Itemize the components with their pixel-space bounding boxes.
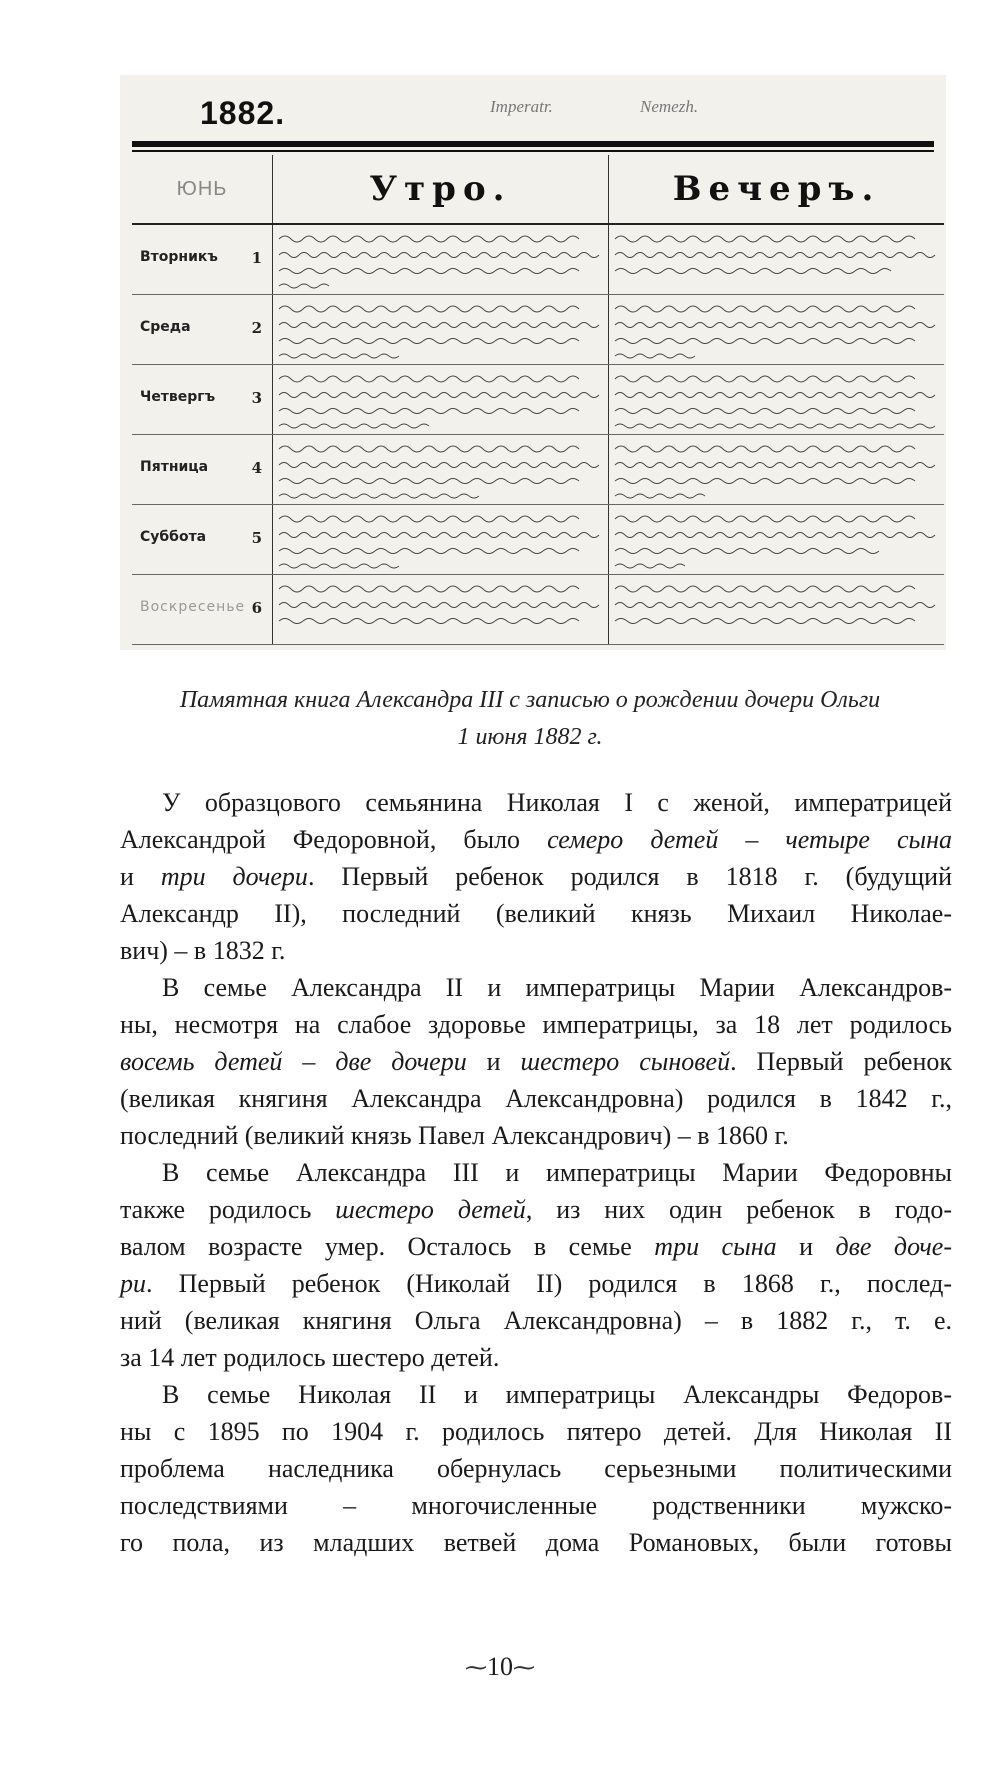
diary-handwriting-evening bbox=[609, 575, 945, 645]
diary-handwriting-evening bbox=[609, 435, 945, 505]
diary-day-name: Вторникъ bbox=[140, 249, 218, 265]
diary-day-name: Четвергъ bbox=[140, 389, 216, 405]
ornament-left-icon: ⁓ bbox=[465, 1655, 487, 1680]
text-line: (великая княгиня Александра Александровна) родился в 1842 г., bbox=[120, 1084, 952, 1113]
diary-day-number: 1 bbox=[251, 249, 262, 267]
text-line: У образцового семьянина Николая I с женой, императрицей bbox=[162, 788, 952, 817]
paragraph bbox=[120, 969, 952, 1154]
diary-handwriting-evening bbox=[609, 505, 945, 575]
diary-thin-rule bbox=[132, 150, 934, 152]
diary-row bbox=[132, 435, 944, 505]
diary-image bbox=[120, 75, 946, 650]
diary-header-scribble: Nemezh. bbox=[640, 97, 699, 116]
text-line: ны, несмотря на слабое здоровье императрицы, за 18 лет родилось bbox=[120, 1010, 952, 1039]
diary-handwriting-morning bbox=[273, 435, 609, 505]
diary-header-scribble: Imperatr. bbox=[490, 97, 553, 116]
diary-day-name: Среда bbox=[140, 319, 191, 335]
text-line: и три дочери. Первый ребенок родился в 1818 г. (будущий bbox=[120, 862, 952, 891]
diary-handwriting-morning bbox=[273, 505, 609, 575]
paragraph bbox=[120, 784, 952, 969]
diary-month: ЮНЬ bbox=[132, 155, 273, 224]
diary-day-name: Пятница bbox=[140, 459, 209, 475]
text-line: Александрой Федоровной, было семеро детей – четыре сына bbox=[120, 825, 952, 854]
text-line: проблема наследника обернулась серьезными политическими bbox=[120, 1454, 952, 1483]
figure-caption bbox=[100, 682, 960, 756]
text-line: ний (великая княгиня Ольга Александровна) – в 1882 г., т. е. bbox=[120, 1306, 952, 1335]
diary-row bbox=[132, 224, 944, 295]
diary-handwriting-evening bbox=[609, 365, 945, 435]
diary-year: 1882. bbox=[200, 95, 286, 131]
text-line: вич) – в 1832 г. bbox=[120, 936, 286, 965]
diary-handwriting-morning bbox=[273, 575, 609, 645]
text-line: Александр II), последний (великий князь Михаил Николае- bbox=[120, 899, 952, 928]
text-line: также родилось шестеро детей, из них один ребенок в годо- bbox=[120, 1195, 952, 1224]
diary-day-number: 4 bbox=[251, 459, 262, 477]
caption-line: Памятная книга Александра III с записью о рождении дочери Ольги bbox=[179, 687, 881, 713]
paragraph bbox=[120, 1154, 952, 1376]
page-number-value: 10 bbox=[487, 1652, 513, 1681]
text-line: последний (великий князь Павел Александрович) – в 1860 г. bbox=[120, 1121, 789, 1150]
diary-day-number: 2 bbox=[251, 319, 262, 337]
diary-handwriting-evening bbox=[609, 224, 945, 295]
caption-line: 1 июня 1882 г. bbox=[457, 724, 603, 750]
diary-thick-rule bbox=[132, 141, 934, 147]
page-number bbox=[0, 1652, 1000, 1682]
ornament-right-icon: ⁓ bbox=[513, 1655, 535, 1680]
diary-row bbox=[132, 295, 944, 365]
text-line: валом возрасте умер. Осталось в семье три сына и две доче- bbox=[120, 1232, 953, 1261]
text-line: В семье Николая II и императрицы Александры Федоров- bbox=[162, 1380, 952, 1409]
diary-handwriting-morning bbox=[273, 365, 609, 435]
text-line: В семье Александра II и императрицы Марии Александров- bbox=[162, 973, 952, 1002]
diary-day-name: Суббота bbox=[140, 529, 207, 545]
diary-row bbox=[132, 505, 944, 575]
paragraph bbox=[120, 1376, 952, 1561]
body-text bbox=[120, 784, 952, 1561]
diary-day-number: 6 bbox=[251, 599, 262, 617]
diary-table bbox=[132, 155, 944, 645]
text-line: ри. Первый ребенок (Николай II) родился в 1868 г., послед- bbox=[120, 1269, 952, 1298]
text-line: последствиями – многочисленные родственники мужско- bbox=[120, 1491, 952, 1520]
text-line: В семье Александра III и императрицы Марии Федоровны bbox=[162, 1158, 952, 1187]
diary-row bbox=[132, 365, 944, 435]
text-line: за 14 лет родилось шестеро детей. bbox=[120, 1343, 500, 1372]
diary-day-number: 5 bbox=[251, 529, 262, 547]
diary-day-name: Воскресенье bbox=[140, 599, 246, 615]
text-line: го пола, из младших ветвей дома Романовых, были готовы bbox=[120, 1528, 952, 1557]
diary-handwriting-evening bbox=[609, 295, 945, 365]
diary-header-morning: Утро. bbox=[273, 155, 609, 224]
diary-day-number: 3 bbox=[251, 389, 262, 407]
text-line: ны с 1895 по 1904 г. родилось пятеро детей. Для Николая II bbox=[120, 1417, 952, 1446]
diary-header-evening: Вечеръ. bbox=[609, 155, 945, 224]
diary-handwriting-morning bbox=[273, 295, 609, 365]
diary-handwriting-morning bbox=[273, 224, 609, 295]
text-line: восемь детей – две дочери и шестеро сыновей. Первый ребенок bbox=[120, 1047, 952, 1076]
diary-row bbox=[132, 575, 944, 645]
